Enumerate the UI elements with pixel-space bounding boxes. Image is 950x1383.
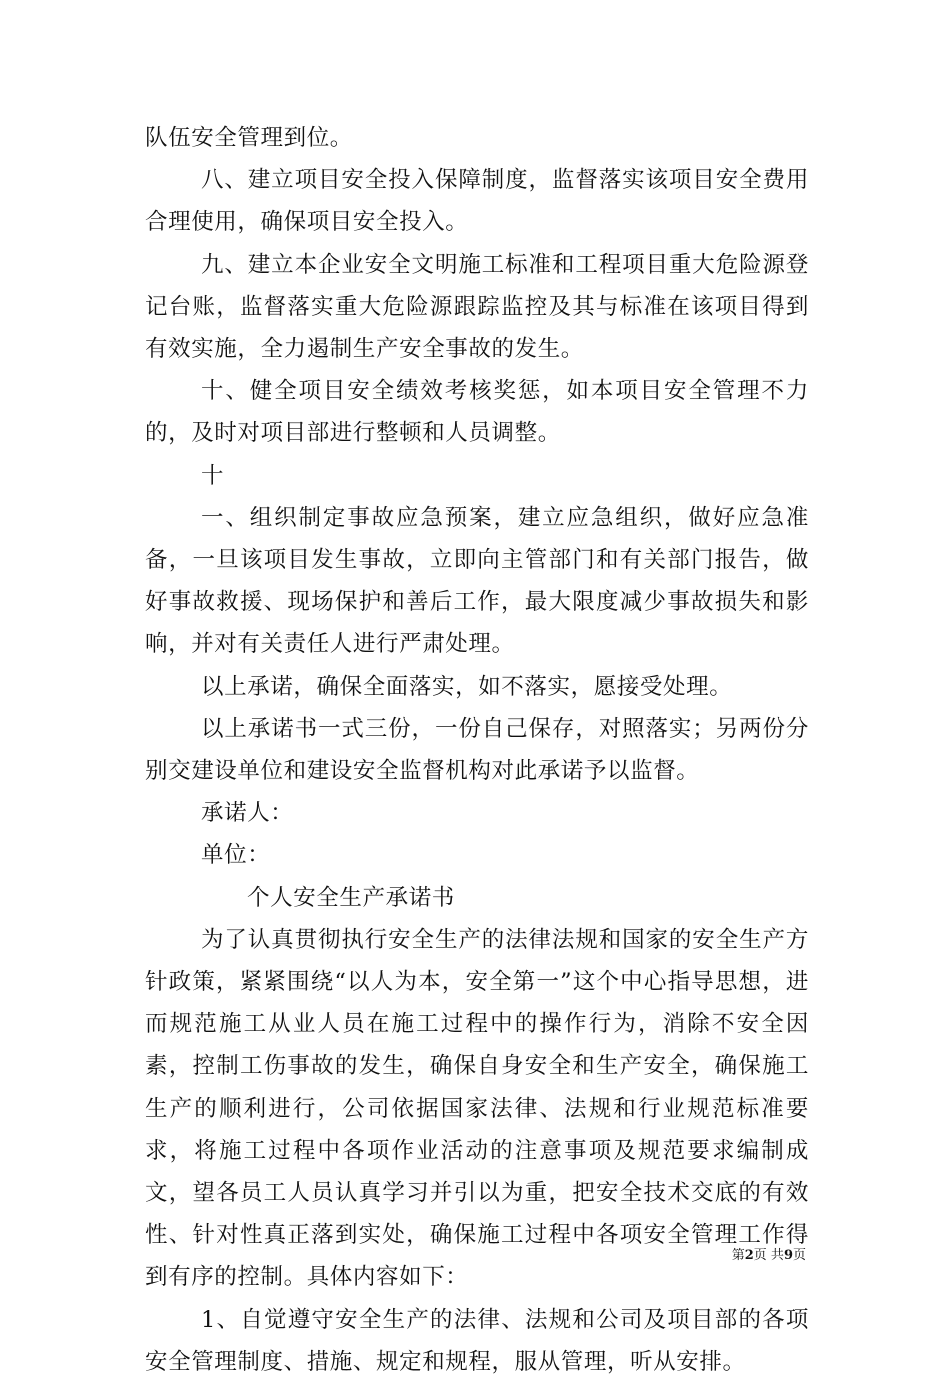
total-page-number: 9 (783, 1248, 793, 1263)
paragraph-item-11: 一、组织制定事故应急预案，建立应急组织，做好应急准备，一旦该项目发生事故，立即向主管部门和有关部门报告，做好事故救援、现场保护和善后工作，最大限度减少事故损失和影响，并对有关责任人进行严肃处理。 (145, 504, 809, 658)
paragraph-intro: 为了认真贯彻执行安全生产的法律法规和国家的安全生产方针政策，紧紧围绕“以人为本，安全第一”这个中心指导思想，进而规范施工从业人员在施工过程中的操作行为，消除不安全因素，控制工伤事故的发生，确保自身安全和生产安全，确保施工生产的顺利进行，公司依据国家法律、法规和行业规范标准要求，将施工过程中各项作业活动的注意事项及规范要求编制成文，望各员工人员认真学习并引以为重，把安全技术交底的有效性、针对性真正落到实处，确保施工过程中各项安全管理工作得到有序的控制。具体内容如下： (145, 926, 809, 1291)
paragraph-rule-1: 1、自觉遵守安全生产的法律、法规和公司及项目部的各项安全管理制度、措施、规定和规程，服从管理，听从安排。 (145, 1306, 809, 1375)
paragraph-commitment: 以上承诺，确保全面落实，如不落实，愿接受处理。 (201, 673, 733, 700)
signature-unit-label: 单位： (201, 842, 271, 869)
paragraph-item-9: 九、建立本企业安全文明施工标准和工程项目重大危险源登记台账，监督落实重大危险源跟踪监控及其与标准在该项目得到有效实施，全力遏制生产安全事故的发生。 (145, 251, 809, 363)
document-body (145, 117, 809, 1383)
current-page-number: 2 (744, 1248, 754, 1263)
paragraph-continuation: 队伍安全管理到位。 (145, 125, 353, 151)
paragraph-item-10: 十、健全项目安全绩效考核奖惩，如本项目安全管理不力的，及时对项目部进行整顿和人员调整。 (145, 378, 809, 447)
page-number (732, 1248, 806, 1264)
paragraph-item-8: 八、建立项目安全投入保障制度，监督落实该项目安全费用合理使用，确保项目安全投入。 (145, 167, 809, 236)
paragraph-item-11-prefix: 十 (201, 462, 225, 489)
page-number-middle: 页 共 (753, 1248, 784, 1263)
page-number-prefix: 第 (731, 1248, 745, 1263)
paragraph-copies: 以上承诺书一式三份，一份自己保存，对照落实；另两份分别交建设单位和建设安全监督机构对此承诺予以监督。 (145, 715, 809, 785)
signature-committer-label: 承诺人： (201, 800, 294, 827)
page-number-suffix: 页 (792, 1248, 806, 1263)
section-title: 个人安全生产承诺书 (247, 884, 455, 911)
